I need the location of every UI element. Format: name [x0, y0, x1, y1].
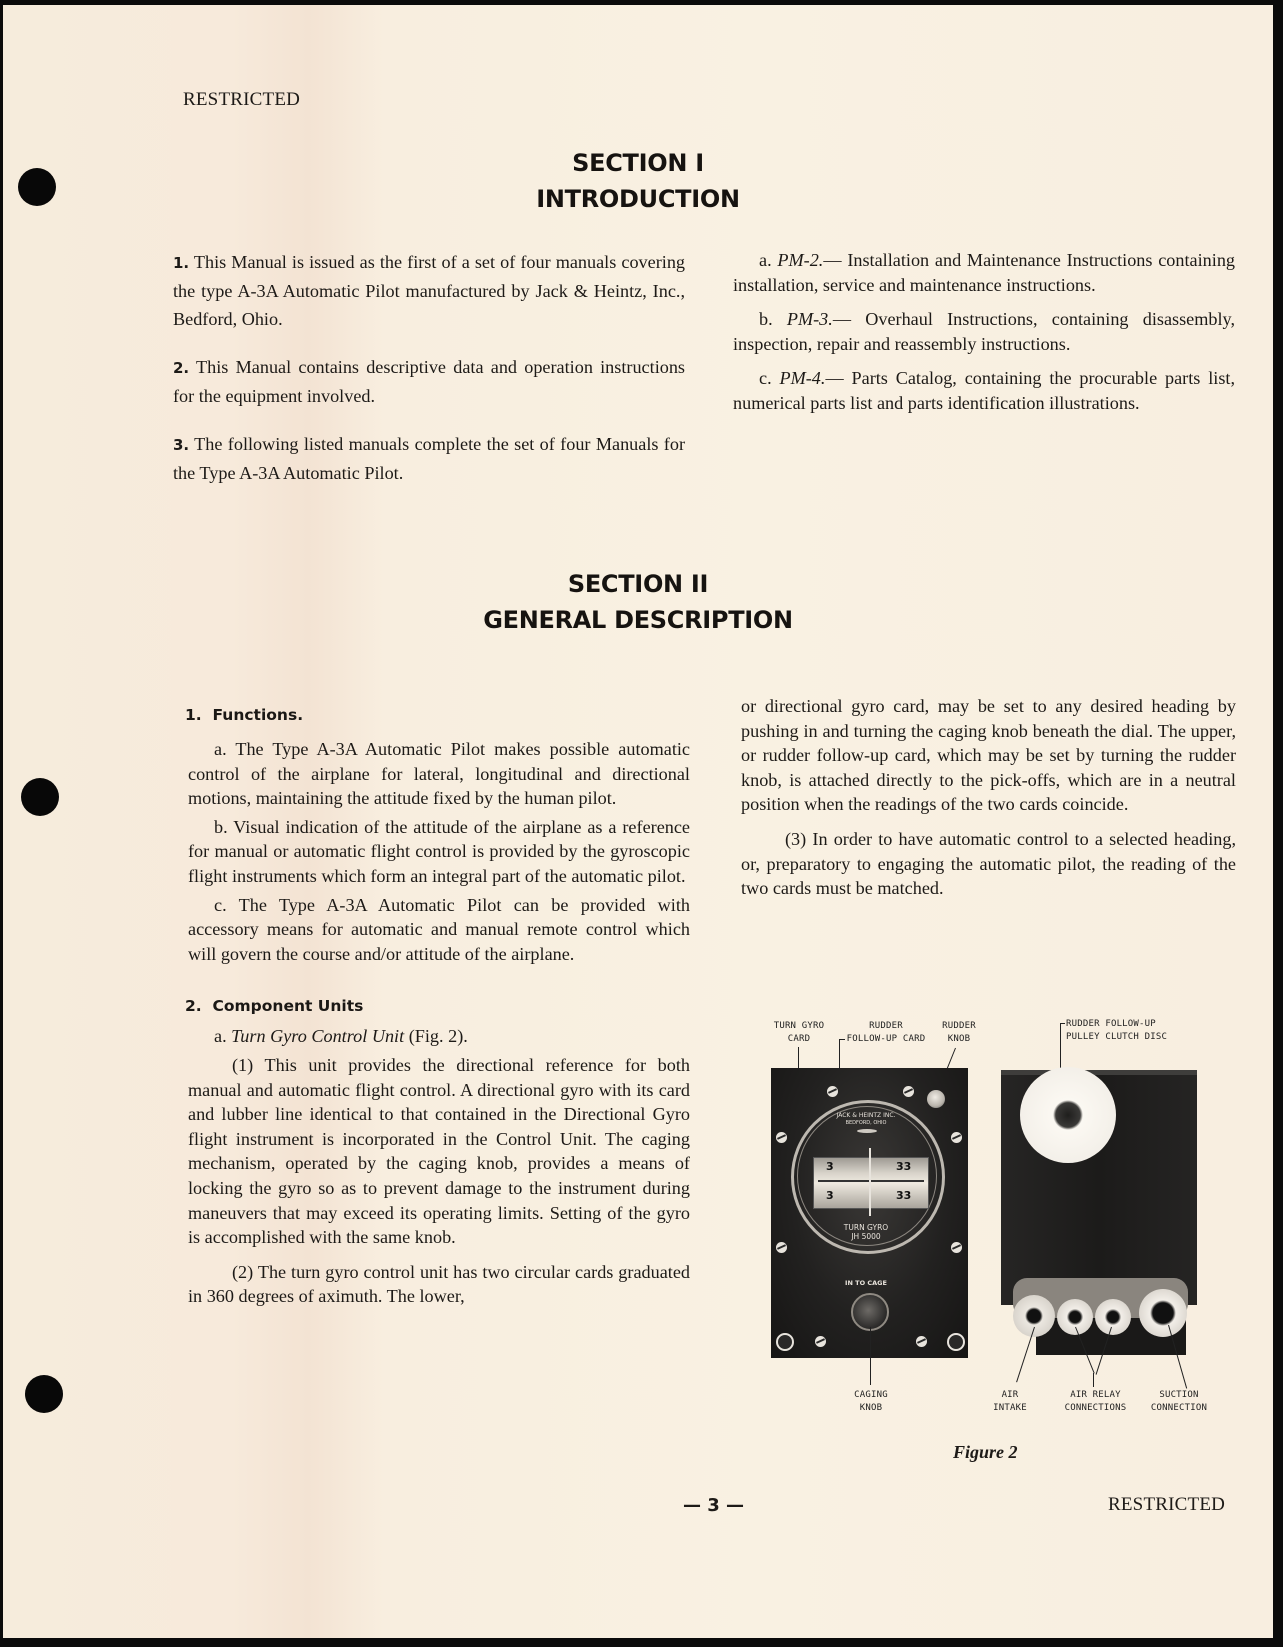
figure-caption: Figure 2	[953, 1442, 1018, 1462]
panel-screw	[776, 1132, 787, 1143]
functions-item-b: b. Visual indication of the attitude of the airplane as a reference for manual or automatic flight control is provided by the gyroscopic flight instruments which form an integral part of the automatic pilot.	[188, 816, 691, 886]
leader-rudder-follow-up-card-tick	[839, 1039, 845, 1040]
binder-hole-bottom	[25, 1375, 63, 1413]
panel-screw	[951, 1242, 962, 1253]
panel-screw	[903, 1086, 914, 1097]
panel-screw	[827, 1086, 838, 1097]
manual-item-pm3: b. PM-3.— Overhaul Instructions, containing disassembly, inspection, repair and reassembly instructions.	[733, 309, 1236, 354]
section2-title: GENERAL DESCRIPTION	[483, 606, 793, 634]
card-upper-left-value: 3	[826, 1160, 834, 1173]
air-intake-port-icon	[1013, 1295, 1055, 1337]
callout-rudder-knob: RUDDER KNOB	[942, 1021, 976, 1044]
manual-item-pm4: c. PM-4.— Parts Catalog, containing the procurable parts list, numerical parts list and parts identification illustrations.	[733, 368, 1236, 413]
callout-suction-connection: SUCTION CONNECTION	[1150, 1390, 1208, 1413]
running-foot: RESTRICTED	[1108, 1494, 1226, 1515]
rudder-knob-icon	[927, 1090, 945, 1108]
component-paragraph-1: (1) This unit provides the directional reference for both manual and automatic flight control. A directional gyro with its card and lubber line identical to that contained in the Directional Gyro flight instrument is incorporated in the Control Unit. The caging mechanism, operated by the caging knob, provides a means of locking the gyro so as to prevent damage to the instrument during maneuvers that may exceed its operating limits. Setting of the gyro is accomplished with the same knob.	[188, 1054, 691, 1248]
callout-turn-gyro-card: TURN GYRO CARD	[773, 1021, 825, 1044]
cage-instruction-label: IN TO CAGE	[845, 1279, 887, 1287]
component-paragraph-2: (2) The turn gyro control unit has two circular cards graduated in 360 degrees of aximuth. The lower,	[188, 1261, 691, 1307]
section2-left-column	[185, 703, 691, 1309]
leader-caging-knob	[870, 1327, 871, 1385]
callout-rudder-pulley-clutch-disc: RUDDER FOLLOW-UP PULLEY CLUTCH DISC	[1066, 1019, 1168, 1042]
page-number: — 3 —	[683, 1495, 745, 1516]
component-paragraph-2-continued: or directional gyro card, may be set to any desired heading by pushing in and turning the caging knob beneath the dial. The upper, or rudder follow-up card, which may be set by turning the rudder knob, is attached directly to the pick-offs, which are in a neutral position when the readings of the two cards coincide.	[741, 696, 1236, 815]
leader-pulley-disc-tick	[1060, 1023, 1065, 1024]
intro-paragraph-2: 2. This Manual contains descriptive data and operation instructions for the equipment involved.	[173, 357, 686, 406]
card-scale-line	[818, 1180, 924, 1182]
section2-number: SECTION II	[567, 570, 709, 598]
instrument-model-line2: JH 5000	[851, 1232, 881, 1241]
leader-air-relay-stem	[1093, 1373, 1094, 1387]
section1-left-column	[173, 248, 685, 487]
card-lower-left-value: 3	[826, 1189, 834, 1202]
card-lower-right-value: 33	[896, 1189, 912, 1202]
panel-mount-hole	[776, 1333, 794, 1351]
callout-rudder-follow-up-card: RUDDER FOLLOW-UP CARD	[846, 1021, 926, 1044]
card-upper-right-value: 33	[896, 1160, 912, 1173]
instrument-city-label: BEDFORD, OHIO	[845, 1120, 887, 1126]
component-units-heading: 2. Component Units	[185, 997, 364, 1016]
callout-caging-knob: CAGING KNOB	[854, 1390, 888, 1413]
panel-screw	[815, 1336, 826, 1347]
air-relay-port-2-icon	[1095, 1299, 1131, 1335]
section1-title: INTRODUCTION	[536, 185, 740, 213]
intro-paragraph-1: 1. This Manual is issued as the first of a set of four manuals covering the type A-3A Automatic Pilot manufactured by Jack & Heintz, Inc., Bedford, Ohio.	[173, 252, 686, 329]
intro-paragraph-3: 3. The following listed manuals complete the set of four Manuals for the Type A-3A Automatic Pilot.	[173, 434, 686, 483]
callout-air-relay-connections: AIR RELAY CONNECTIONS	[1064, 1390, 1127, 1413]
heading-card-window	[813, 1157, 929, 1209]
callout-air-intake: AIR INTAKE	[993, 1390, 1027, 1413]
component-paragraph-3: (3) In order to have automatic control to a selected heading, or, preparatory to engaging the automatic pilot, the reading of the two cards must be matched.	[741, 828, 1237, 899]
manual-item-pm2: a. PM-2.— Installation and Maintenance Instructions containing installation, service and maintenance instructions.	[733, 250, 1236, 295]
caging-knob-icon	[851, 1293, 889, 1331]
running-head: RESTRICTED	[183, 89, 301, 110]
binder-hole-middle	[21, 778, 59, 816]
functions-heading: 1. Functions.	[185, 706, 304, 724]
wings-emblem-icon	[857, 1129, 877, 1133]
turn-gyro-subheading: a. Turn Gyro Control Unit (Fig. 2).	[214, 1026, 468, 1047]
panel-mount-hole	[947, 1333, 965, 1351]
panel-screw	[776, 1242, 787, 1253]
section1-number: SECTION I	[572, 149, 704, 177]
panel-screw	[951, 1132, 962, 1143]
document-page	[3, 5, 1273, 1638]
lubber-line	[869, 1148, 871, 1216]
instrument-maker-label: JACK & HEINTZ INC.	[836, 1112, 896, 1119]
section1-right-column	[733, 248, 1235, 416]
functions-item-c: c. The Type A-3A Automatic Pilot can be provided with accessory means for automatic and manual remote control which will govern the course and/or attitude of the airplane.	[188, 894, 691, 964]
pulley-clutch-disc-icon	[1020, 1067, 1116, 1163]
panel-screw	[916, 1336, 927, 1347]
section2-right-column	[741, 694, 1236, 901]
air-relay-port-1-icon	[1057, 1299, 1093, 1335]
instrument-model-line1: TURN GYRO	[843, 1223, 889, 1232]
suction-port-icon	[1139, 1289, 1187, 1337]
functions-item-a: a. The Type A-3A Automatic Pilot makes possible automatic control of the airplane for lateral, longitudinal and directional motions, maintaining the attitude fixed by the human pilot.	[188, 739, 691, 809]
